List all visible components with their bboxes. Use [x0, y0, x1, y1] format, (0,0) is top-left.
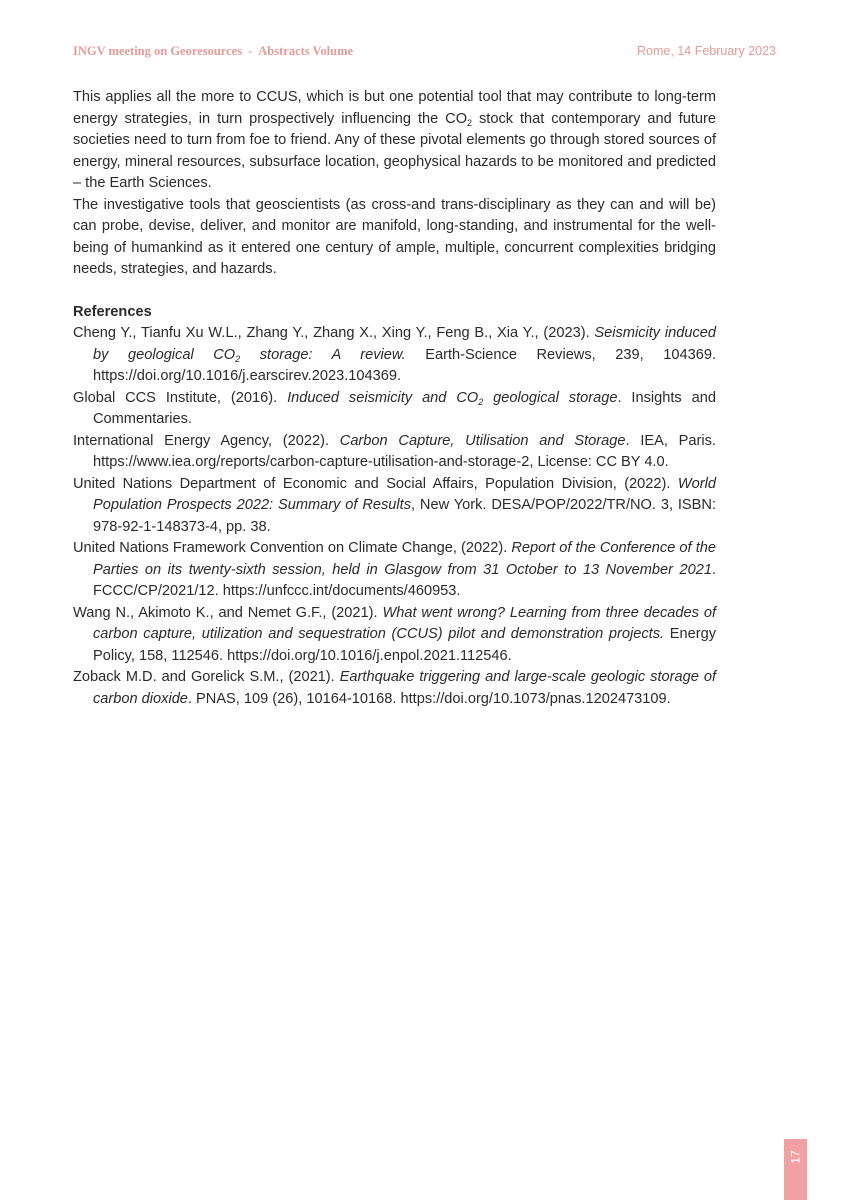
reference-title — [287, 390, 617, 406]
reference-item-iea — [73, 431, 716, 474]
reference-authors: Wang N., Akimoto K., and Nemet G.F., (2021). — [73, 604, 383, 621]
body-paragraph-1 — [73, 87, 716, 195]
co2-subscript: 2 — [467, 117, 473, 128]
reference-authors: United Nations Framework Convention on Climate Change, (2022). — [73, 540, 512, 556]
body-paragraph-2: The investigative tools that geoscientists (as cross-and trans-disciplinary as they can and will be) can probe, devise, deliver, and monitor are manifold, long-standing, and instrumental for the well-being of humankind as it entered one century of ample, multiple, concurrent complexities bridging needs, strategies, and hazards. — [73, 196, 716, 277]
reference-title-part-a: Seismicity induced by geological CO — [93, 325, 716, 363]
reference-source: . PNAS, 109 (26), 10164-10168. https://doi.org/10.1073/pnas.1202473109. — [187, 690, 671, 707]
reference-authors: Zoback M.D. and Gorelick S.M., (2021). — [73, 669, 340, 685]
page-header — [73, 44, 776, 62]
header-title — [73, 44, 353, 59]
page-content — [73, 87, 716, 710]
reference-item-unfccc — [73, 538, 716, 603]
reference-title-part-b: storage: A review. — [240, 346, 406, 363]
reference-authors: International Energy Agency, (2022). — [73, 432, 340, 449]
references-heading: References — [73, 303, 152, 320]
header-volume-name: Abstracts Volume — [258, 44, 354, 58]
reference-title: World Population Prospects 2022: Summary of Results — [93, 475, 716, 513]
reference-item-un-desa — [73, 474, 716, 539]
reference-item-global-ccs — [73, 388, 716, 431]
reference-source: Energy Policy, 158, 112546. https://doi.org/10.1016/j.enpol.2021.112546. — [93, 626, 716, 664]
header-date: Rome, 14 February 2023 — [637, 44, 776, 58]
body-paragraph-1-part-a: This applies all the more to CCUS, which is but one potential tool that may contribute to long-term energy strategies, in turn prospectively influencing the CO — [73, 89, 716, 127]
header-meeting-name: INGV meeting on Georesources — [73, 44, 243, 58]
reference-item-wang — [73, 603, 716, 668]
page-number: 17 — [788, 1150, 803, 1164]
reference-title-part-b: geological storage — [483, 389, 618, 406]
reference-source: . IEA, Paris. https://www.iea.org/reports/carbon-capture-utilisation-and-storage-2, License: CC BY 4.0. — [93, 432, 716, 470]
reference-source: . Insights and Commentaries. — [93, 389, 716, 427]
reference-title: Earthquake triggering and large-scale geologic storage of carbon dioxide — [93, 669, 716, 707]
reference-title: What went wrong? Learning from three decades of carbon capture, utilization and sequestration (CCUS) pilot and demonstration projects. — [93, 604, 716, 642]
reference-source: Earth-Science Reviews, 239, 104369. https://doi.org/10.1016/j.earscirev.2023.104369. — [93, 346, 716, 384]
reference-title: Carbon Capture, Utilisation and Storage — [339, 432, 626, 449]
body-paragraph-1-part-b: stock that contemporary and future societies need to turn from foe to friend. Any of these pivotal elements go through stored sources of energy, mineral resources, subsurface location, geophysical hazards to be monitored and predicted – the Earth Sciences. — [73, 110, 716, 191]
co2-subscript: 2 — [235, 353, 241, 364]
header-separator: - — [248, 44, 253, 58]
reference-source: , New York. DESA/POP/2022/TR/NO. 3, ISBN: 978-92-1-148373-4, pp. 38. — [93, 497, 716, 535]
reference-authors: Cheng Y., Tianfu Xu W.L., Zhang Y., Zhang X., Xing Y., Feng B., Xia Y., (2023). — [73, 325, 595, 341]
reference-authors: Global CCS Institute, (2016). — [73, 389, 288, 406]
reference-authors: United Nations Department of Economic and Social Affairs, Population Division, (2022). — [73, 475, 678, 492]
reference-title: Report of the Conference of the Parties on its twenty-sixth session, held in Glasgow from 31 October to 13 November 2021 — [93, 540, 716, 578]
reference-item-zoback — [73, 667, 716, 710]
reference-source: . FCCC/CP/2021/12. https://unfccc.int/documents/460953. — [93, 561, 716, 599]
co2-subscript: 2 — [478, 396, 484, 407]
reference-title-part-a: Induced seismicity and CO — [287, 389, 479, 406]
page-number-tab — [784, 1139, 807, 1200]
reference-item-cheng — [73, 323, 716, 388]
